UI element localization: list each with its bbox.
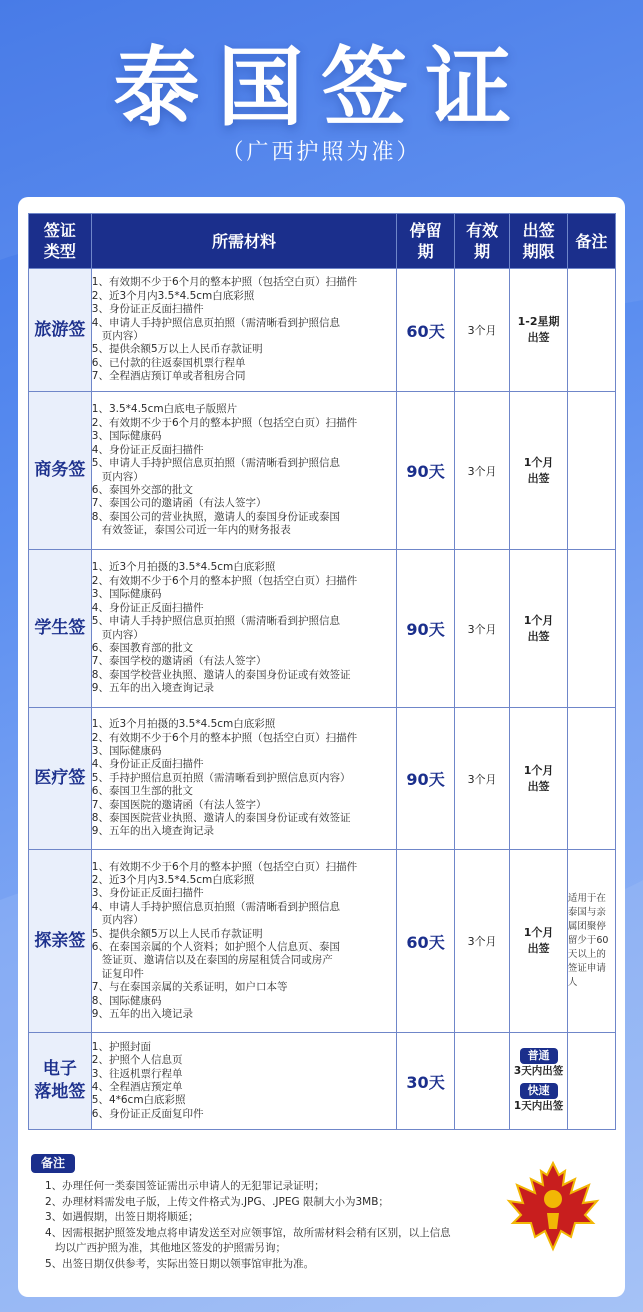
processing-time: 1-2星期 出签 <box>510 269 568 392</box>
visa-type: 医疗签 <box>29 708 92 850</box>
material-item: 3、往返机票行程单 <box>91 1067 183 1080</box>
visa-type: 商务签 <box>29 392 92 550</box>
remarks-cell <box>567 392 615 550</box>
table-row <box>29 1033 616 1130</box>
validity: 3个月 <box>454 850 509 1033</box>
validity: 3个月 <box>454 269 509 392</box>
note-item: 4、因需根据护照签发地点将申请发送至对应领事馆，故所需材料会稍有区别，以上信息 <box>45 1226 451 1239</box>
header-validity: 有效 期 <box>454 214 509 269</box>
material-item: 2、护照个人信息页 <box>91 1054 183 1067</box>
header-materials: 所需材料 <box>91 214 397 269</box>
material-item: 签证页、邀请信以及在泰国的房屋租赁合同或房产 <box>91 954 333 967</box>
materials-cell <box>91 550 397 708</box>
materials-cell <box>91 1033 397 1130</box>
material-item: 4、申请人手持护照信息页拍照（需清晰看到护照信息 <box>91 316 340 329</box>
material-item: 1、近3个月拍摄的3.5*4.5cm白底彩照 <box>91 718 276 731</box>
stay-period: 90天 <box>397 550 455 708</box>
material-item: 1、有效期不少于6个月的整本护照（包括空白页）扫描件 <box>91 276 358 289</box>
visa-type: 探亲签 <box>29 850 92 1033</box>
material-item: 2、近3个月内3.5*4.5cm白底彩照 <box>91 289 255 302</box>
materials-cell <box>91 708 397 850</box>
material-item: 8、泰国公司的营业执照，邀请人的泰国身份证或泰国 <box>91 510 340 523</box>
material-item: 9、五年的出入境记录 <box>91 1008 193 1021</box>
material-item: 7、与在泰国亲属的关系证明，如户口本等 <box>91 981 288 994</box>
material-item: 2、有效期不少于6个月的整本护照（包括空白页）扫描件 <box>91 416 358 429</box>
material-item: 有效签证，泰国公司近一年内的财务报表 <box>91 524 291 537</box>
material-item: 9、五年的出入境查询记录 <box>91 682 214 695</box>
stay-period: 60天 <box>397 850 455 1033</box>
material-item: 1、3.5*4.5cm白底电子版照片 <box>91 403 238 416</box>
material-item: 2、近3个月内3.5*4.5cm白底彩照 <box>91 873 255 886</box>
material-item: 3、国际健康码 <box>91 744 162 757</box>
processing-normal-text: 3天内出签 <box>513 1065 564 1077</box>
material-item: 页内容） <box>91 330 144 342</box>
page-subtitle: （广西护照为准） <box>221 140 422 165</box>
notes-badge: 备注 <box>31 1154 75 1173</box>
note-item: 3、如遇假期，出签日期将顺延； <box>45 1211 199 1224</box>
materials-cell <box>91 850 397 1033</box>
material-item: 4、身份证正反面扫描件 <box>91 443 204 456</box>
visa-card <box>18 197 625 1297</box>
material-item: 3、国际健康码 <box>91 430 162 443</box>
remarks-cell <box>567 708 615 850</box>
material-item: 4、身份证正反面扫描件 <box>91 601 204 614</box>
table-row <box>29 708 616 850</box>
remarks-cell: 适用于在泰国与亲属团聚停留少于60天以上的签证申请人 <box>567 850 615 1033</box>
visa-table <box>28 213 616 1130</box>
stay-period: 90天 <box>397 708 455 850</box>
material-item: 5、申请人手持护照信息页拍照（需清晰看到护照信息 <box>91 457 340 470</box>
visa-type: 电子 落地签 <box>29 1033 92 1130</box>
page-title: 泰国签证 <box>113 38 530 138</box>
material-item: 6、泰国教育部的批文 <box>91 641 193 654</box>
material-item: 页内容） <box>91 914 144 927</box>
material-item: 5、提供余额5万以上人民币存款证明 <box>91 343 263 356</box>
header-type: 签证 类型 <box>29 214 92 269</box>
material-item: 6、泰国外交部的批文 <box>91 483 193 496</box>
material-item: 8、泰国学校营业执照、邀请人的泰国身份证或有效签证 <box>91 668 351 681</box>
material-item: 1、护照封面 <box>91 1040 151 1053</box>
material-item: 2、有效期不少于6个月的整本护照（包括空白页）扫描件 <box>91 731 358 744</box>
processing-time: 1个月 出签 <box>510 392 568 550</box>
header-processing: 出签 期限 <box>510 214 568 269</box>
processing-time: 1个月 出签 <box>510 850 568 1033</box>
material-item: 7、泰国公司的邀请函（有法人签字） <box>91 497 267 510</box>
materials-cell <box>91 392 397 550</box>
material-item: 5、申请人手持护照信息页拍照（需清晰看到护照信息 <box>91 615 340 628</box>
validity: 3个月 <box>454 392 509 550</box>
processing-time: 1个月 出签 <box>510 550 568 708</box>
materials-cell <box>91 269 397 392</box>
material-item: 证复印件 <box>91 967 144 980</box>
material-item: 4、申请人手持护照信息页拍照（需清晰看到护照信息 <box>91 900 340 913</box>
processing-time <box>510 1033 568 1130</box>
material-item: 6、已付款的往返泰国机票行程单 <box>91 356 246 369</box>
note-item: 2、办理材料需发电子版，上传文件格式为.JPG、.JPEG 限制大小为3MB； <box>45 1195 389 1208</box>
garuda-emblem-icon <box>505 1157 601 1257</box>
material-item: 3、身份证正反面扫描件 <box>91 887 204 900</box>
material-item: 7、泰国医院的邀请函（有法人签字） <box>91 798 267 811</box>
material-item: 4、全程酒店预定单 <box>91 1081 183 1093</box>
processing-badge-normal: 普通 <box>520 1048 558 1064</box>
material-item: 5、4*6cm白底彩照 <box>91 1094 186 1107</box>
material-item: 5、提供余额5万以上人民币存款证明 <box>91 927 263 940</box>
validity <box>454 1033 509 1130</box>
notes-list <box>31 1179 531 1273</box>
remarks-cell <box>567 1033 615 1130</box>
note-item: 1、办理任何一类泰国签证需出示申请人的无犯罪记录证明； <box>45 1180 325 1192</box>
material-item: 页内容） <box>91 470 144 483</box>
visa-type: 旅游签 <box>29 269 92 392</box>
validity: 3个月 <box>454 708 509 850</box>
material-item: 8、泰国医院营业执照、邀请人的泰国身份证或有效签证 <box>91 812 351 825</box>
header-remarks: 备注 <box>567 214 615 269</box>
table-row <box>29 550 616 708</box>
header-stay: 停留 期 <box>397 214 455 269</box>
visa-type: 学生签 <box>29 550 92 708</box>
table-row <box>29 850 616 1033</box>
stay-period: 60天 <box>397 269 455 392</box>
note-item: 5、出签日期仅供参考，实际出签日期以领事馆审批为准。 <box>45 1257 315 1270</box>
material-item: 1、有效期不少于6个月的整本护照（包括空白页）扫描件 <box>91 860 358 873</box>
material-item: 6、泰国卫生部的批文 <box>91 785 193 798</box>
material-item: 7、泰国学校的邀请函（有法人签字） <box>91 655 267 668</box>
stay-period: 30天 <box>397 1033 455 1130</box>
material-item: 7、全程酒店预订单或者租房合同 <box>91 370 246 383</box>
table-row <box>29 392 616 550</box>
material-item: 5、手持护照信息页拍照（需清晰看到护照信息页内容） <box>91 771 351 784</box>
material-item: 4、身份证正反面扫描件 <box>91 758 204 771</box>
material-item: 1、近3个月拍摄的3.5*4.5cm白底彩照 <box>91 561 276 574</box>
processing-badge-express: 快速 <box>520 1083 558 1099</box>
remarks-cell <box>567 550 615 708</box>
material-item: 6、在泰国亲属的个人资料；如护照个人信息页、泰国 <box>91 941 340 953</box>
material-item: 3、身份证正反面扫描件 <box>91 303 204 316</box>
material-item: 9、五年的出入境查询记录 <box>91 825 214 838</box>
table-header-row <box>29 214 616 269</box>
remarks-cell <box>567 269 615 392</box>
material-item: 6、身份证正反面复印件 <box>91 1107 204 1120</box>
notes-section <box>31 1152 531 1273</box>
material-item: 2、有效期不少于6个月的整本护照（包括空白页）扫描件 <box>91 574 358 587</box>
processing-time: 1个月 出签 <box>510 708 568 850</box>
material-item: 8、国际健康码 <box>91 994 162 1007</box>
processing-express-text: 1天内出签 <box>513 1100 564 1112</box>
validity: 3个月 <box>454 550 509 708</box>
material-item: 3、国际健康码 <box>91 588 162 601</box>
note-item: 均以广西护照为准，其他地区签发的护照需另询； <box>45 1242 287 1255</box>
material-item: 页内容） <box>91 628 144 641</box>
stay-period: 90天 <box>397 392 455 550</box>
table-row <box>29 269 616 392</box>
